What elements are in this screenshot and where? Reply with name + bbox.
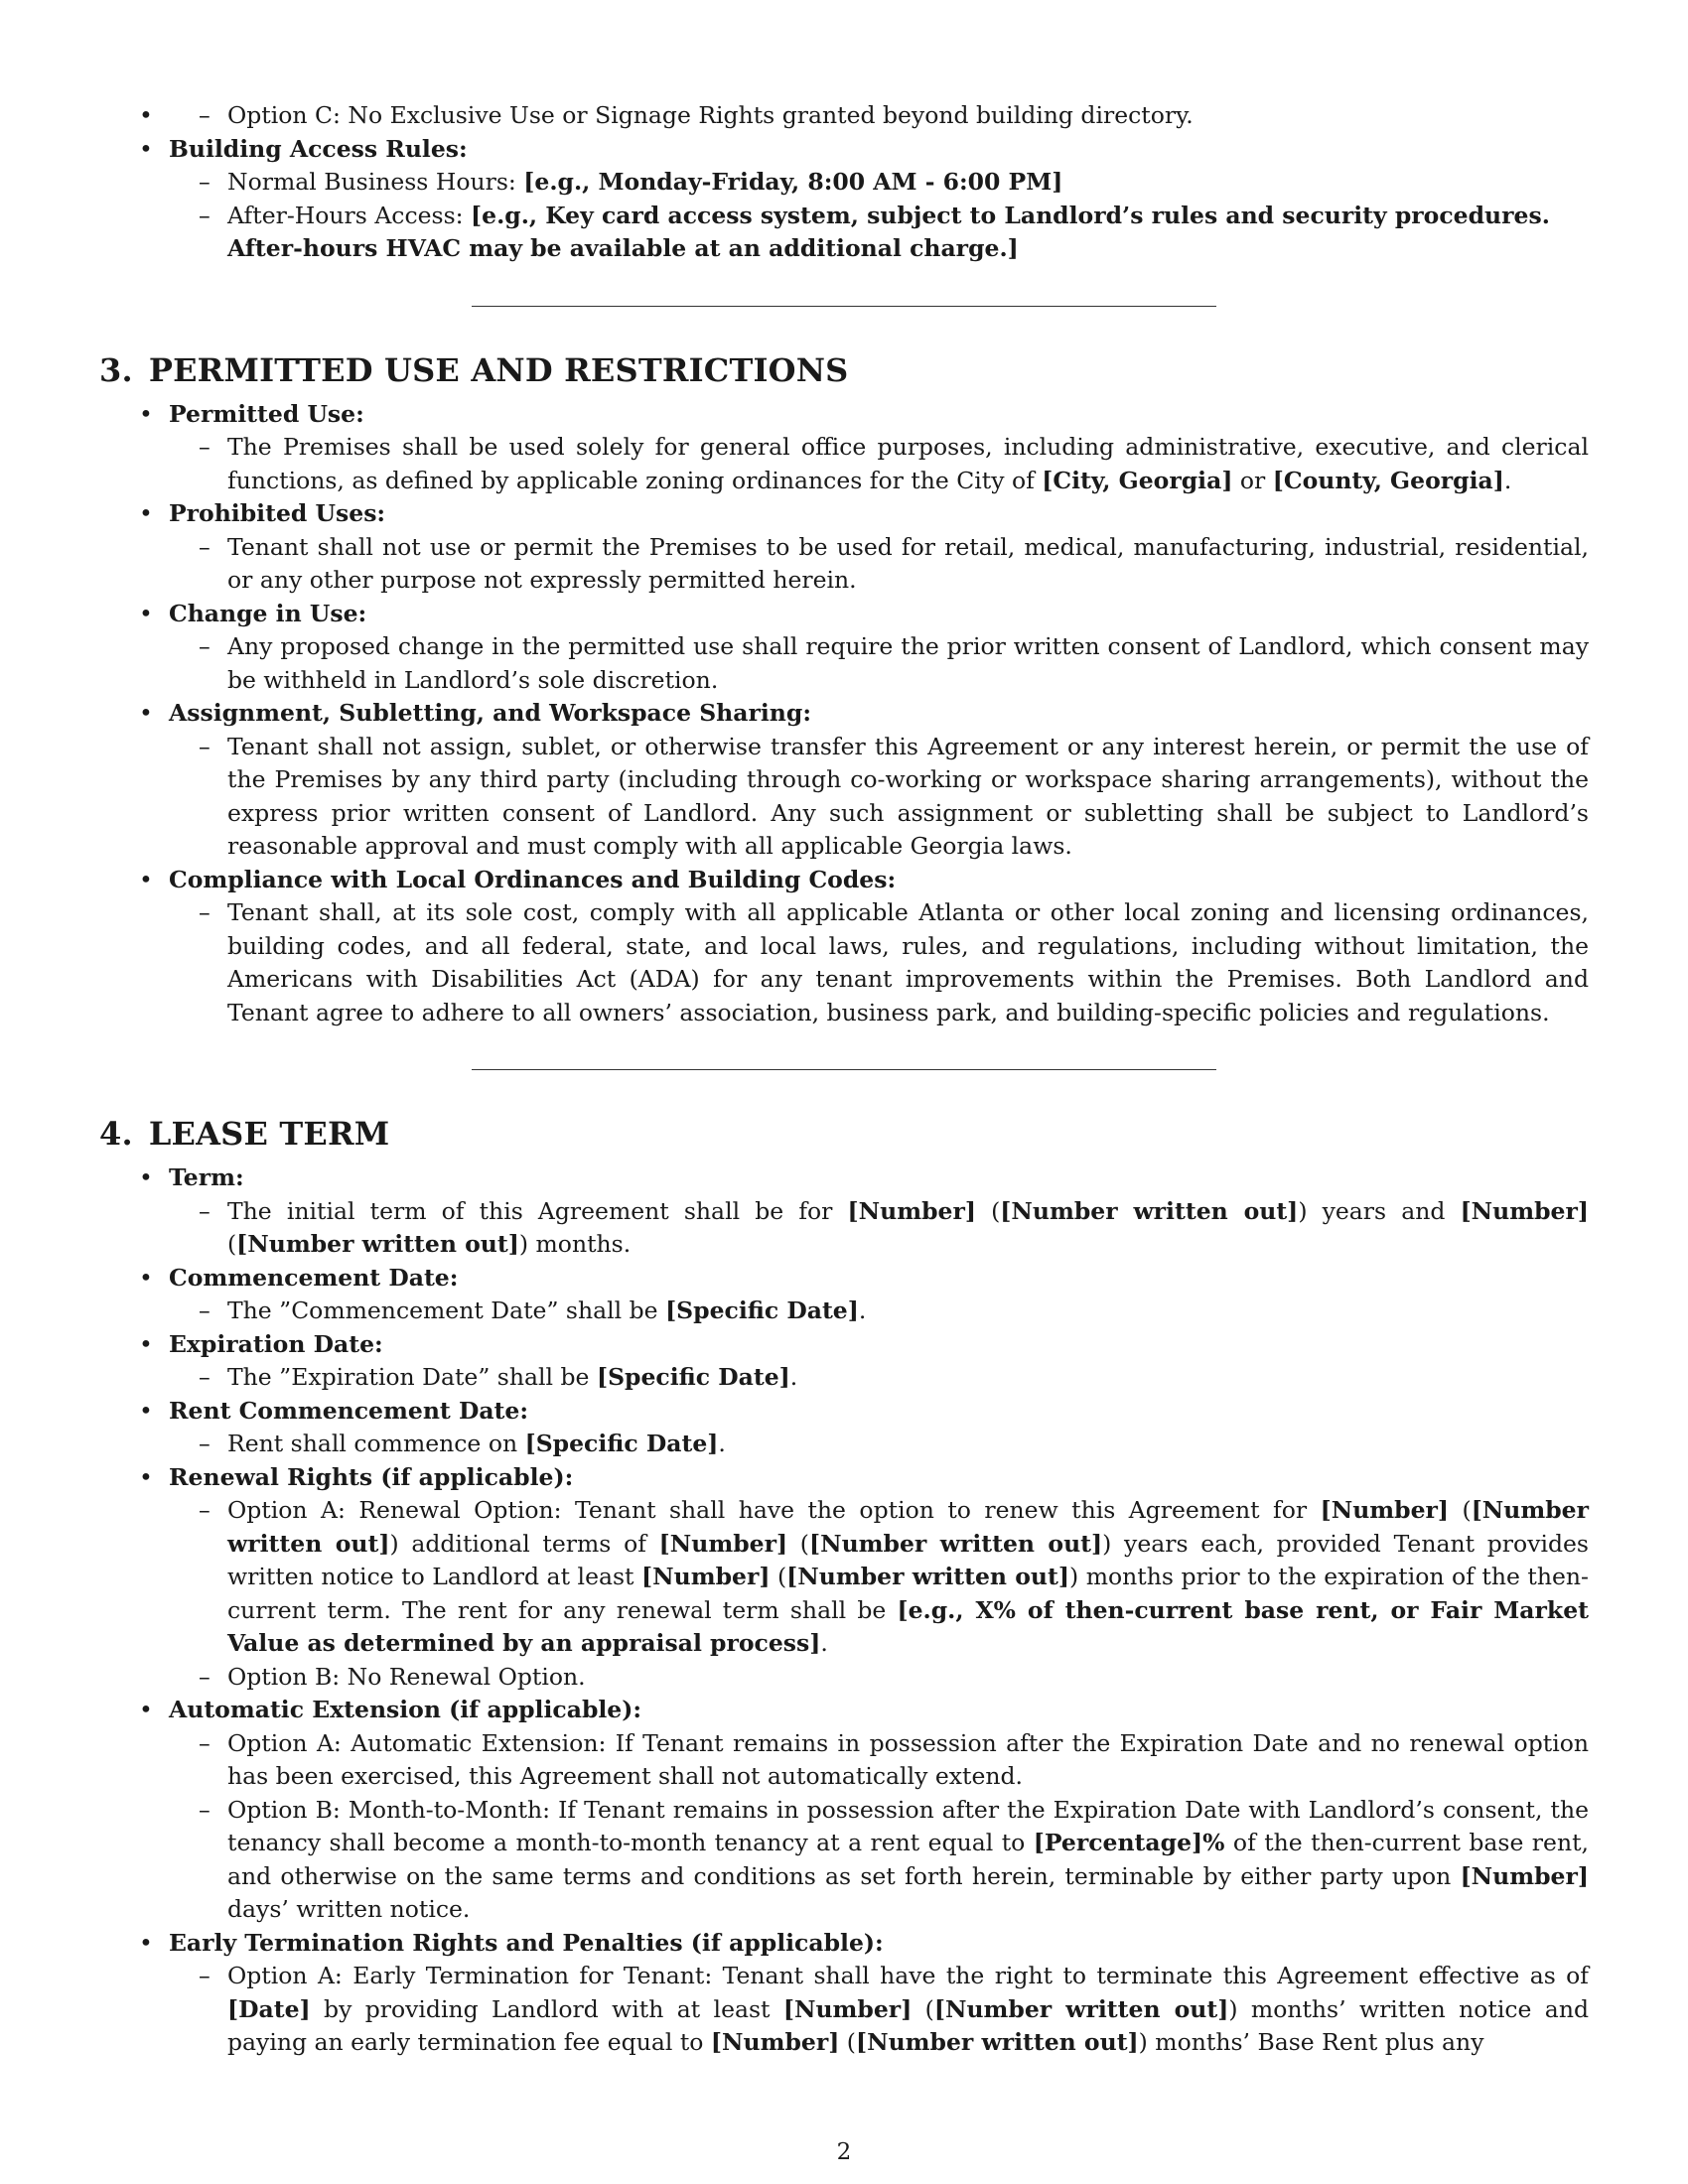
auto-extension-option-a: – Option A: Automatic Extension: If Tenant remains in possession after the Expiration Date and no renewal option has been exercised, this Agreement shall not automatically extend. [227,1727,1589,1794]
list-item [169,697,1589,864]
renewal-rights-label: Renewal Rights (if applicable): [169,1462,574,1491]
prohibited-uses-text: – Tenant shall not use or permit the Premises to be used for retail, medical, manufacturing, industrial, residential, or any other purpose not expressly permitted herein. [227,531,1589,598]
page-content [99,99,1589,2060]
building-access-list [99,133,1589,266]
list-item [169,1395,1589,1461]
page-number: 2 [836,2139,852,2165]
automatic-extension-label: Automatic Extension (if applicable): [169,1696,642,1723]
permitted-use-label: Permitted Use: [169,399,364,428]
term-label: Term: [169,1163,244,1191]
term-text: – The initial term of this Agreement shall be for [Number] ([Number written out]) years and [Number] ([Number written out]) months. [227,1195,1589,1262]
list-item [169,598,1589,698]
list-item [169,133,1589,266]
early-termination-label: Early Termination Rights and Penalties (if applicable): [169,1928,884,1957]
change-in-use-text: – Any proposed change in the permitted use shall require the prior written consent of Landlord, which consent may be withheld in Landlord’s sole discretion. [227,630,1589,697]
after-hours-value: [e.g., Key card access system, subject to Landlord’s rules and security procedures. After-hours HVAC may be available at an additional charge.] [227,201,1550,262]
list-item [169,1328,1589,1395]
expiration-date-label: Expiration Date: [169,1329,383,1358]
commencement-date-text: – The ”Commencement Date” shall be [Specific Date]. [227,1295,1589,1328]
business-hours-item: – Normal Business Hours: [e.g., Monday-Friday, 8:00 AM - 6:00 PM] [227,166,1589,200]
list-item [169,497,1589,598]
list-item [169,1694,1589,1927]
assignment-text: – Tenant shall not assign, sublet, or otherwise transfer this Agreement or any interest herein, or permit the use of the Premises by any third party (including through co-working or workspace sharing arrangements), without the express prior written consent of Landlord. Any such assignment or subletting shall be subject to Landlord’s reasonable approval and must comply with all applicable Georgia laws. [227,731,1589,864]
option-c-signage: – • Option C: No Exclusive Use or Signage Rights granted beyond building directory. [227,99,1589,133]
renewal-option-b: – Option B: No Renewal Option. [227,1661,1589,1695]
building-access-label: Building Access Rules: [169,134,468,163]
list-item [169,99,1589,133]
assignment-label: Assignment, Subletting, and Workspace Sharing: [169,699,811,727]
permitted-use-text: – The Premises shall be used solely for general office purposes, including administrative, executive, and clerical functions, as defined by applicable zoning ordinances for the City of [City, Georgia] or [County, Georgia]. [227,431,1589,497]
section-divider [472,1069,1216,1070]
rent-commencement-text: – Rent shall commence on [Specific Date]. [227,1428,1589,1461]
compliance-label: Compliance with Local Ordinances and Building Codes: [169,865,897,893]
change-in-use-label: Change in Use: [169,599,367,627]
section-4-list [99,1161,1589,2060]
business-hours-value: [e.g., Monday-Friday, 8:00 AM - 6:00 PM] [523,168,1063,196]
prohibited-uses-label: Prohibited Uses: [169,499,386,527]
section-2-continuation [99,99,1589,133]
list-item [169,1161,1589,1262]
section-3-list [99,398,1589,1030]
section-divider [472,306,1216,307]
renewal-option-a: – Option A: Renewal Option: Tenant shall have the option to renew this Agreement for [Number] ([Number written out]) additional terms of [Number] ([Number written out]) years each, provided Tenant provides written notice to Landlord at least [Number] ([Number written out]) months prior to the expiration of the then-current term. The rent for any renewal term shall be [e.g., X% of then-current base rent, or Fair Market Value as determined by an appraisal process]. [227,1494,1589,1661]
auto-extension-option-b: – Option B: Month-to-Month: If Tenant remains in possession after the Expiration Date with Landlord’s consent, the tenancy shall become a month-to-month tenancy at a rent equal to [Percentage]% of the then-current base rent, and otherwise on the same terms and conditions as set forth herein, terminable by either party upon [Number] days’ written notice. [227,1794,1589,1927]
list-item [169,1927,1589,2060]
rent-commencement-label: Rent Commencement Date: [169,1396,529,1425]
compliance-text: – Tenant shall, at its sole cost, comply with all applicable Atlanta or other local zoning and licensing ordinances, building codes, and all federal, state, and local laws, rules, and regulations, including without limitation, the Americans with Disabilities Act (ADA) for any tenant improvements within the Premises. Both Landlord and Tenant agree to adhere to all owners’ association, business park, and building-specific policies and regulations. [227,896,1589,1029]
section-3-heading: 3. PERMITTED USE AND RESTRICTIONS [99,350,849,389]
list-item [169,1461,1589,1695]
list-item [169,1262,1589,1328]
early-termination-option-a: – Option A: Early Termination for Tenant: Tenant shall have the right to terminate this Agreement effective as of [Date] by providing Landlord with at least [Number] ([Number written out]) months’ written notice and paying an early termination fee equal to [Number] ([Number written out]) months’ Base Rent plus any [227,1960,1589,2060]
commencement-date-label: Commencement Date: [169,1263,459,1292]
list-item [169,864,1589,1030]
after-hours-item: – After-Hours Access: [e.g., Key card access system, subject to Landlord’s rules and security procedures. After-hours HVAC may be available at an additional charge.] [227,200,1589,266]
section-4-heading: 4. LEASE TERM [99,1115,390,1153]
expiration-date-text: – The ”Expiration Date” shall be [Specific Date]. [227,1361,1589,1395]
list-item [169,398,1589,498]
